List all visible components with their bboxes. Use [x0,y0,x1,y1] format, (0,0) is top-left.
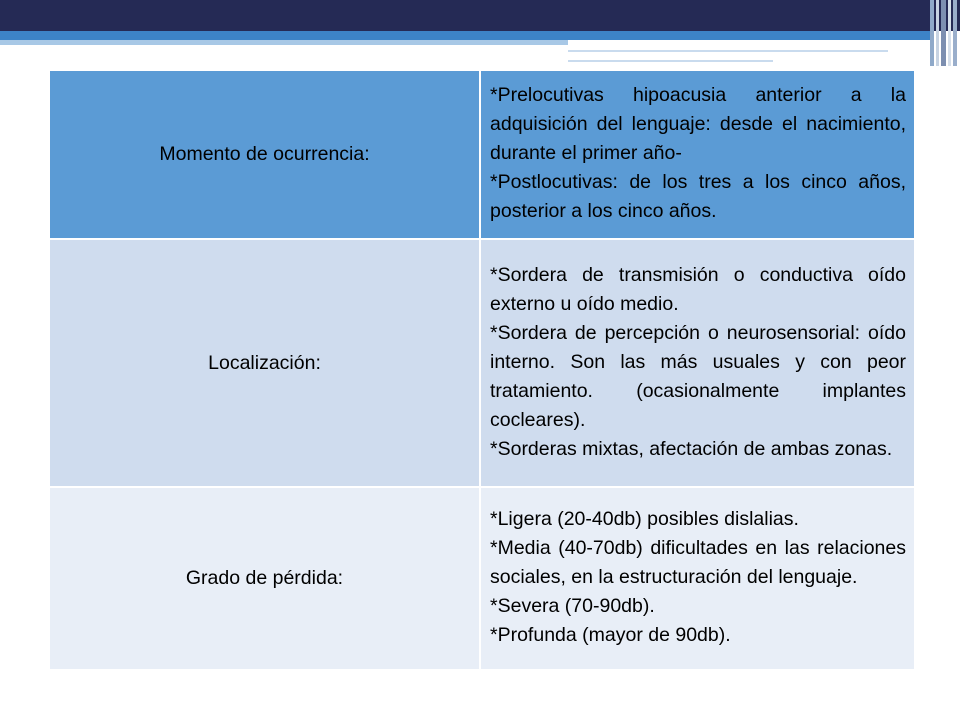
content-line: *Sordera de transmisión o conductiva oído externo u oído medio. [490,263,906,315]
header-thin-line [568,50,888,52]
header-dark-bar [0,0,960,31]
row-label: Momento de ocurrencia: [49,70,480,239]
row-content [480,70,915,239]
header-right-stripes [930,0,960,66]
content-line: *Sorderas mixtas, afectación de ambas zonas. [490,437,893,460]
content-line: *Ligera (20-40db) posibles dislalias. [490,508,799,530]
table-row [49,487,915,670]
content-line: *Profunda (mayor de 90db). [490,624,731,646]
content-line: *Sordera de percepción o neurosensorial: oído interno. Son las más usuales y con peor tratamiento. (ocasionalmente implantes cocleares). [490,321,906,431]
header-lightblue-bar [0,40,568,45]
row-content [480,239,915,487]
content-line: *Postlocutivas: de los tres a los cinco años, posterior a los cinco años. [490,171,906,222]
content-line: *Media (40-70db) dificultades en las relaciones sociales, en la estructuración del lenguaje. [490,537,906,588]
row-label: Localización: [49,239,480,487]
header-blue-bar [0,31,932,40]
row-label: Grado de pérdida: [49,487,480,670]
content-line: *Severa (70-90db). [490,595,655,617]
row-content [480,487,915,670]
table-row [49,70,915,239]
table-row [49,239,915,487]
hearing-loss-classification-table [48,69,916,671]
content-line: *Prelocutivas hipoacusia anterior a la adquisición del lenguaje: desde el nacimiento, durante el primer año- [490,84,906,164]
header-thin-line [568,60,773,62]
